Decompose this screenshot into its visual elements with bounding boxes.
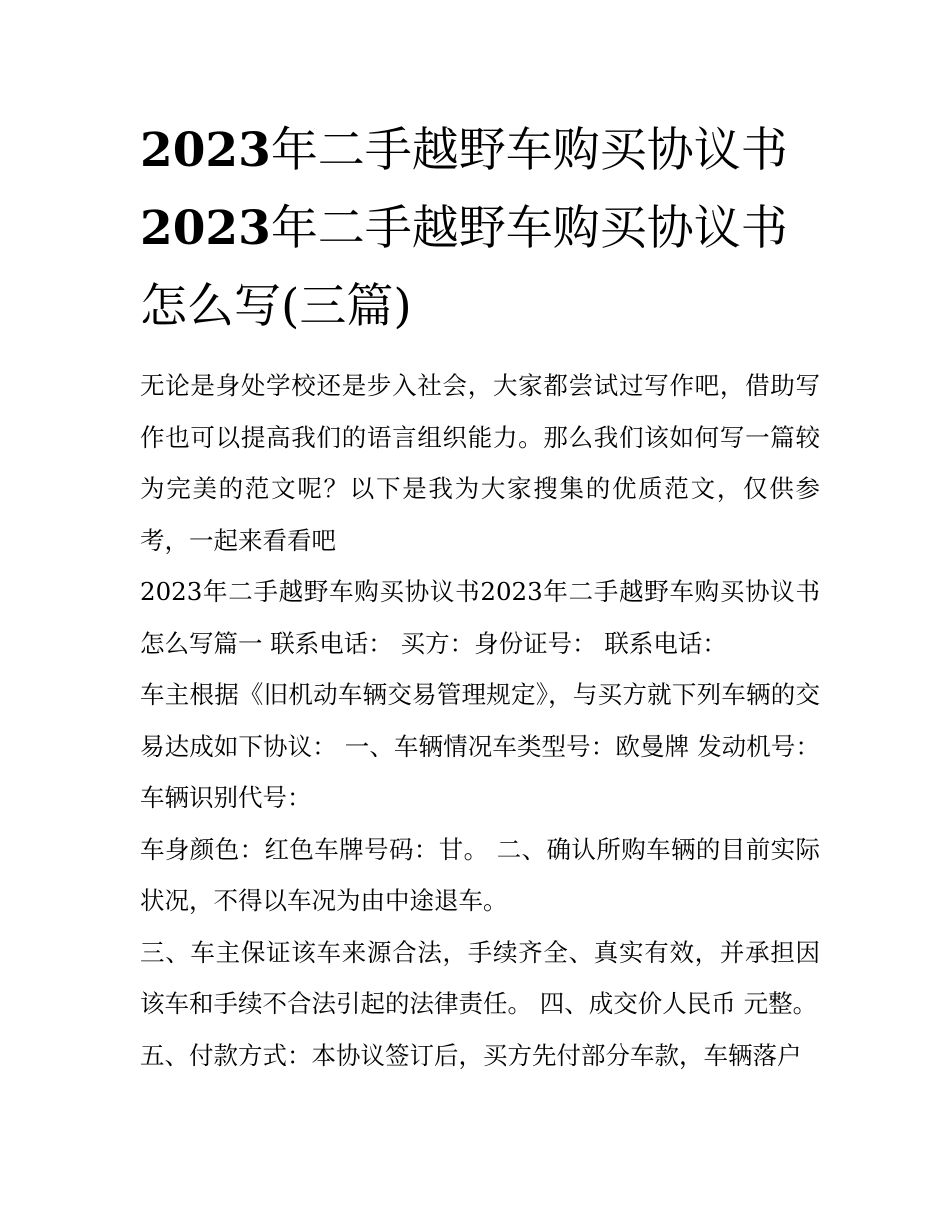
title-year-2: 2023 bbox=[140, 201, 271, 256]
document-page bbox=[140, 112, 820, 1081]
owner-guarantee-paragraph: 三、车主保证该车来源合法，手续齐全、真实有效，并承担因该车和手续不合法引起的法律责任。 四、成交价人民币 元整。 bbox=[140, 937, 820, 1018]
title-year-1: 2023 bbox=[140, 123, 271, 178]
intro-paragraph: 无论是身处学校还是步入社会，大家都尝试过写作吧，借助写作也可以提高我们的语言组织能力。那么我们该如何写一篇较为完美的范文呢？以下是我为大家搜集的优质范文，仅供参考，一起来看看吧 bbox=[140, 371, 820, 555]
title-line-3 bbox=[140, 268, 820, 346]
title-text-1: 年二手越野车购买协议书 bbox=[270, 123, 788, 178]
title-text-2: 年二手越野车购买协议书 bbox=[270, 201, 788, 256]
document-body bbox=[140, 360, 820, 1081]
title-text-3: 怎么写(三篇) bbox=[140, 279, 412, 334]
contract-header-paragraph: 2023年二手越野车购买协议书2023年二手越野车购买协议书怎么写篇一 联系电话： 买方：身份证号： 联系电话： bbox=[140, 577, 820, 658]
payment-paragraph: 五、付款方式：本协议签订后，买方先付部分车款，车辆落户 bbox=[140, 1040, 802, 1070]
title-line-2 bbox=[140, 190, 820, 268]
agreement-paragraph: 车主根据《旧机动车辆交易管理规定》，与买方就下列车辆的交易达成如下协议： 一、车辆情况车类型号：欧曼牌 发动机号： 车辆识别代号： bbox=[140, 680, 820, 812]
vehicle-color-paragraph: 车身颜色：红色车牌号码：甘。 二、确认所购车辆的目前实际状况，不得以车况为由中途退车。 bbox=[140, 834, 820, 915]
title-line-1 bbox=[140, 112, 820, 190]
document-title bbox=[140, 112, 820, 346]
